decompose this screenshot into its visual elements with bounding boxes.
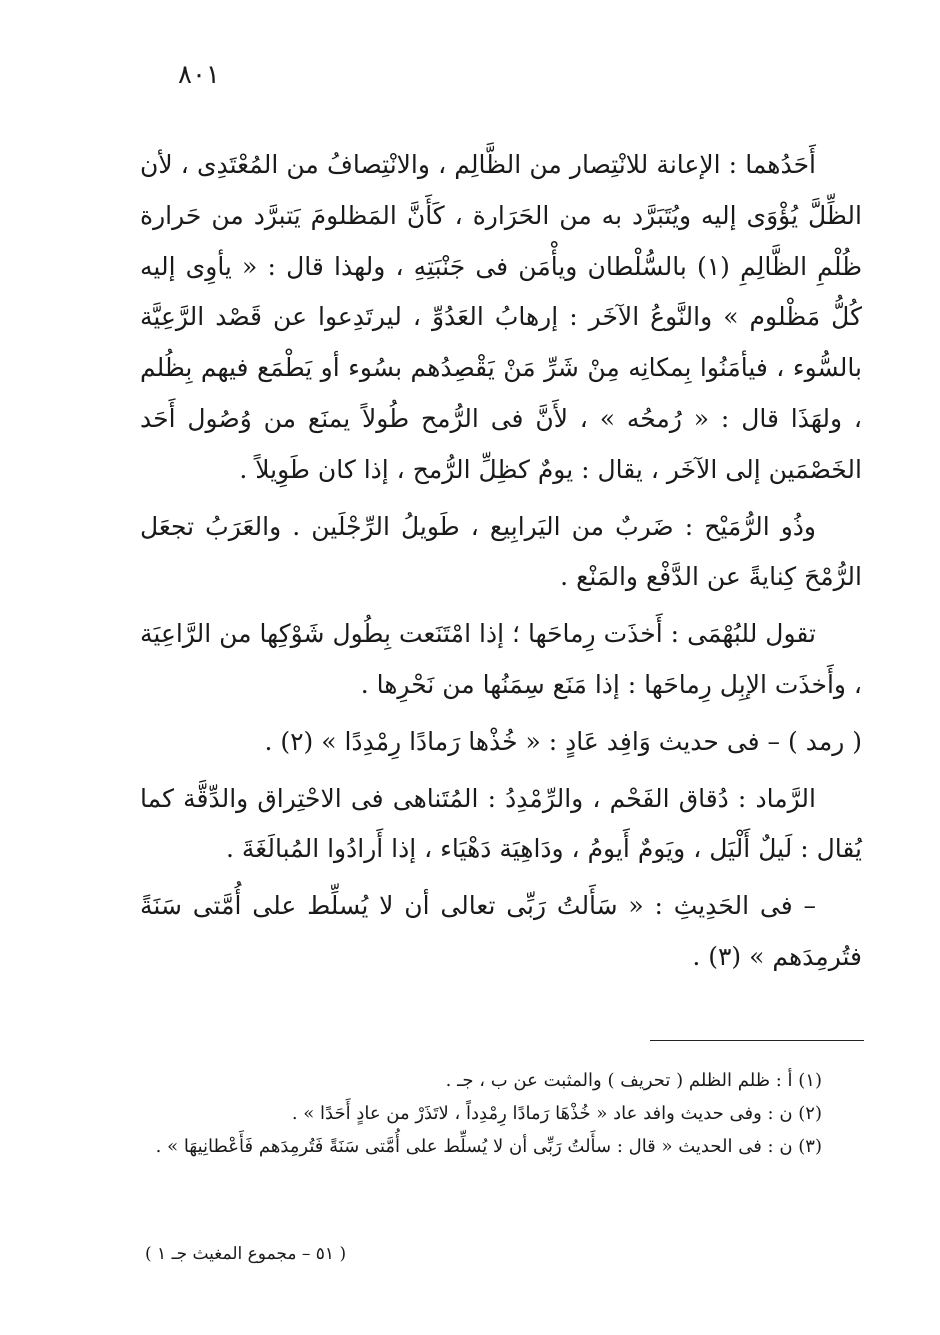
footnote-3: (٣) ن : فى الحديث « قال : سأَلتُ رَبِّى أن لا يُسلِّط على أُمَّتى سَنَةً فَتُرمِدَهم فَأَعْطانِيهَا » . — [155, 1136, 822, 1157]
paragraph-3: تقول للبُهْمَى : أَخذَت رِماحَها ؛ إذا امْتَنَعت بِطُول شَوْكِها من الرَّاعِيَة ، وأَخذَت الإبِل رِماحَها : إذا مَنَع سِمَنُها من نَحْرِها . — [140, 619, 862, 699]
footnote-2: (٢) ن : وفى حديث وافد عاد « خُذْهَا رَمادًا رِمْدِداً ، لاتَذَرْ من عادٍ أَحَدًا » . — [291, 1103, 822, 1124]
paragraph-5: الرَّماد : دُقاق الفَحْم ، والرِّمْدِدُ : المُتَناهى فى الاحْتِراق والدِّقَّة كما يُقال : لَيلٌ أَلْيَل ، ويَومٌ أَيومُ ، ودَاهِيَة دَهْيَاء ، إذا أَرادُوا المُبالَغَةَ . — [140, 783, 862, 864]
entry-heading-rmd: ( رمد ) – فى حديث وَافِد عَادٍ : « خُذْها رَمادًا رِمْدِدًا » (٢) . — [264, 726, 862, 756]
footnotes — [140, 1064, 862, 1163]
page-number: ٨٠١ — [178, 60, 220, 90]
paragraph-6: – فى الحَدِيثِ : « سَأَلتُ رَبِّى تعالى أن لا يُسلِّط على أُمَّتى سَنَةً فتُرمِدَهم » (٣) . — [140, 891, 862, 971]
paragraph-1: أَحَدُهما : الإعانة للانْتِصار من الظَّالِم ، والانْتِصافُ من المُعْتَدِى ، لأن الظِّلَّ يُؤْوَى إليه ويُتَبَرَّد به من الحَرَارة ، كَأَنَّ المَظلومَ يَتبرَّد من حَرارة ظُلْمِ الظَّالِمِ (١) بالسُّلْطان ويأْمَن فى جَنْبَتِهِ ، ولهذا قال : « يأوِى إليه كُلُّ مَظْلوم » والنَّوعُ الآخَر : إرهابُ العَدُوِّ ، ليرتَدِعوا عن قَصْد الرَّعِيَّة بالسُّوء ، فيأمَنُوا بِمكانِه مِنْ شَرِّ مَنْ يَقْصِدُهم بسُوء أو يَطْمَع فيهم بِظُلم ، ولهَذَا قال : « رُمحُه » ، لأَنَّ فى الرُّمح طُولاً يمنَع من وُصُول أَحَد الخَصْمَين إلى الآخَر ، يقال : يومٌ كظِلِّ الرُّمح ، إذا كان طَوِيلاً . — [140, 150, 862, 484]
footnote-1: (١) أ : ظلم الظلم ( تحريف ) والمثبت عن ب ، جـ . — [445, 1070, 822, 1091]
paragraph-2: وذُو الرُّمَيْح : ضَربٌ من اليَرابِيع ، طَويلُ الرِّجْلَين . والعَرَبُ تجعَل الرُّمْحَ كِنايةً عن الدَّفْع والمَنْع . — [140, 511, 862, 592]
footnote-divider — [650, 1040, 864, 1041]
main-text — [140, 140, 862, 983]
printer-signature: ( ٥١ – مجموع المغيث جـ ١ ) — [145, 1244, 347, 1264]
